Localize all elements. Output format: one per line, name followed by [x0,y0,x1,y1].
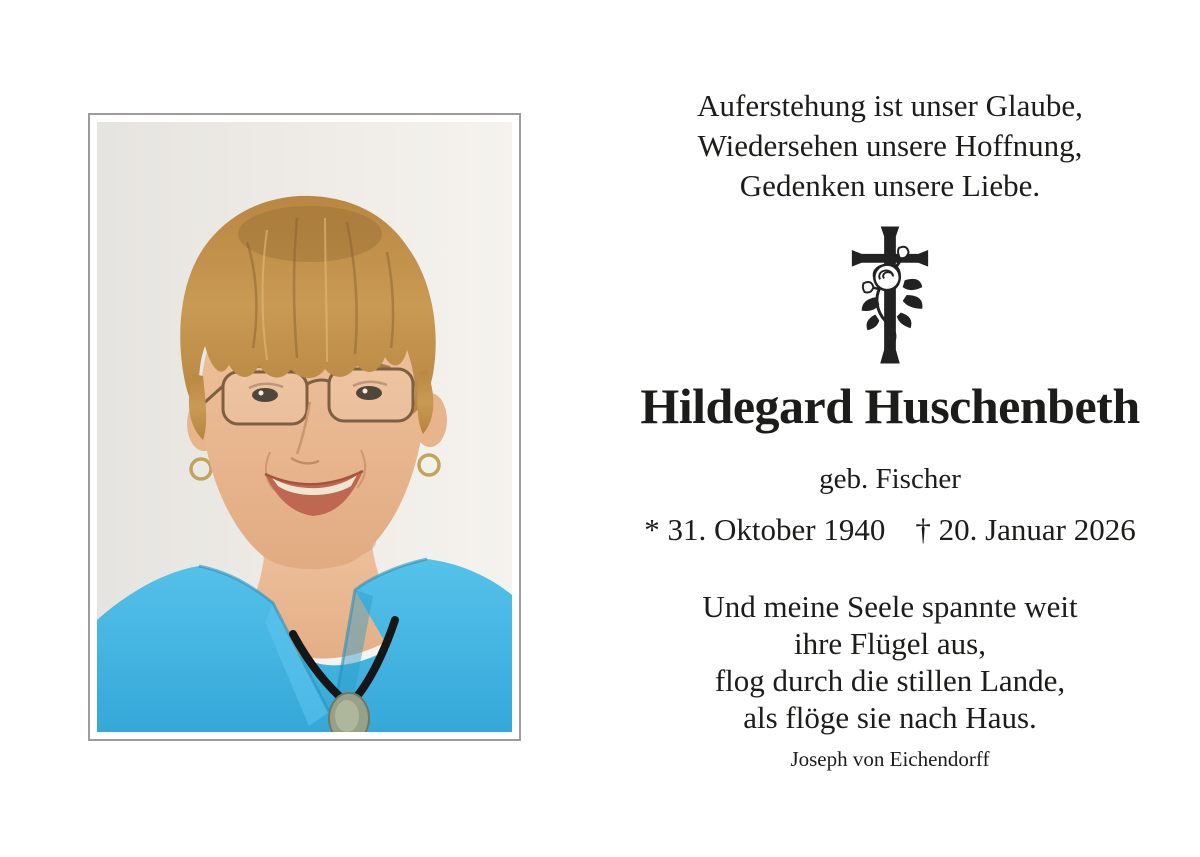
death-date: † 20. Januar 2026 [915,512,1136,547]
epigraph-line: Auferstehung ist unser Glaube, [697,88,1083,123]
portrait-photo-frame [88,113,521,741]
maiden-name: geb. Fischer [819,463,961,495]
cross-with-rose-icon [595,226,1185,364]
memorial-poem [595,588,1185,736]
birth-date: * 31. Oktober 1940 [644,512,886,547]
portrait-illustration [97,122,512,732]
poem-line: flog durch die stillen Lande, [714,663,1066,698]
poem-line: Und meine Seele spannte weit [702,589,1078,624]
deceased-name: Hildegard Huschenbeth [640,378,1140,434]
epigraph-line: Gedenken unsere Liebe. [739,168,1041,203]
epigraph-line: Wiedersehen unsere Hoffnung, [697,128,1083,163]
poem-line: als flöge sie nach Haus. [743,700,1037,735]
poem-attribution: Joseph von Eichendorff [790,747,990,771]
portrait-photo [97,122,512,732]
poem-line: ihre Flügel aus, [794,626,986,661]
life-dates [595,512,1185,548]
memorial-text-column [595,0,1185,857]
epigraph [595,86,1185,206]
